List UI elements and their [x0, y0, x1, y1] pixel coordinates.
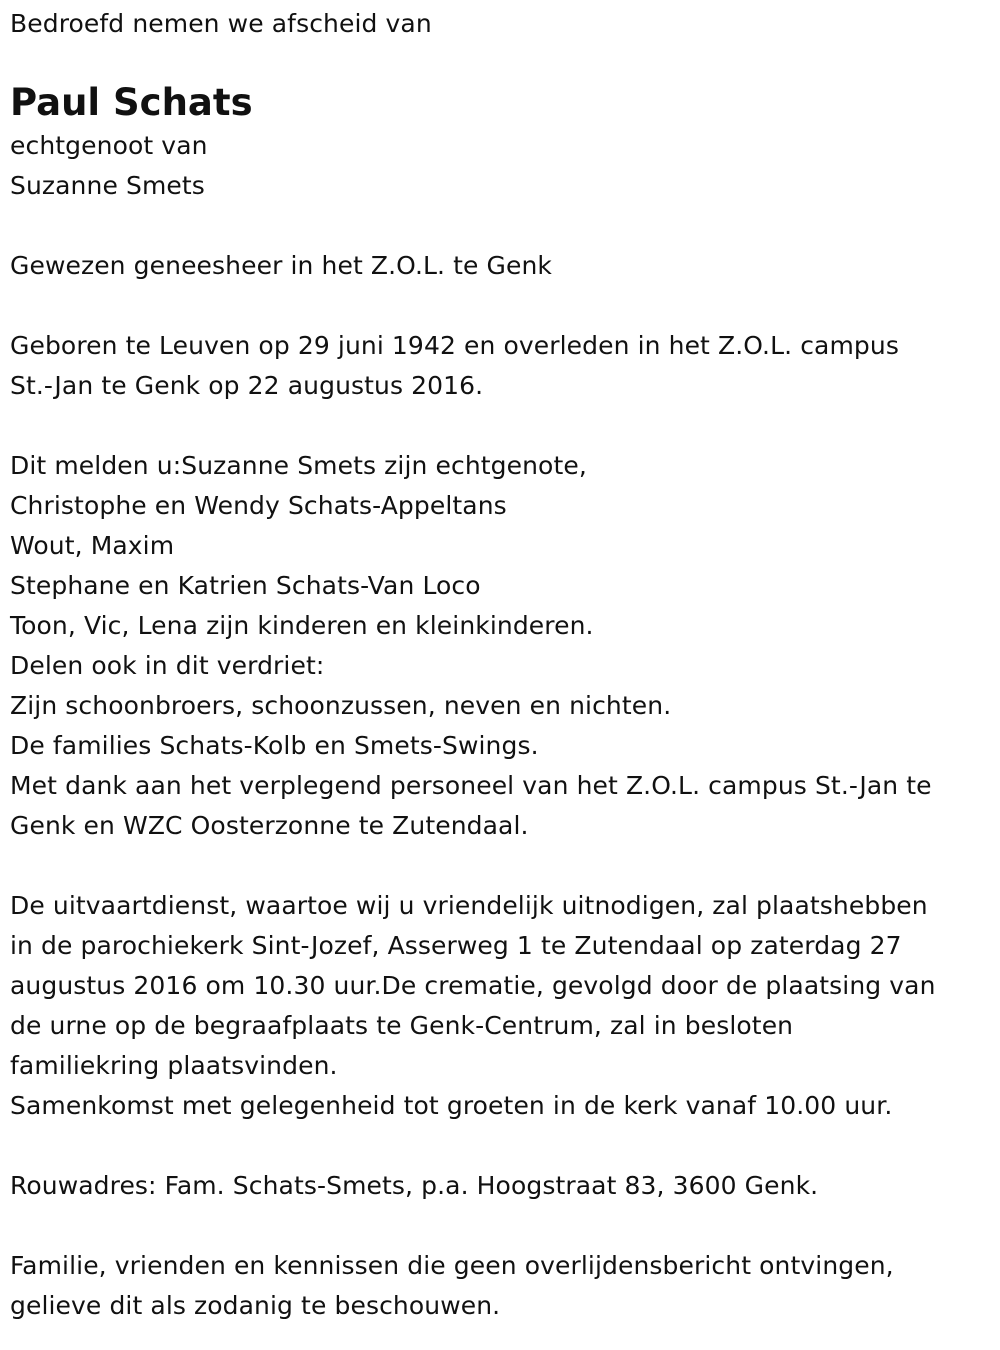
paragraph-line: familiekring plaatsvinden. [10, 1051, 338, 1080]
spouse-label: echtgenoot van [10, 131, 208, 160]
paragraph-line: Dit melden u:Suzanne Smets zijn echtgenote, [10, 451, 587, 480]
occupation-text: Gewezen geneesheer in het Z.O.L. te Genk [10, 251, 553, 280]
spacer [10, 286, 990, 326]
paragraph-line: Met dank aan het verplegend personeel van het Z.O.L. campus St.-Jan te [10, 771, 932, 800]
mourning-address: Rouwadres: Fam. Schats-Smets, p.a. Hoogstraat 83, 3600 Genk. [10, 1171, 819, 1200]
family-paragraph [10, 446, 990, 846]
paragraph-line: de urne op de begraafplaats te Genk-Centrum, zal in besloten [10, 1011, 794, 1040]
paragraph-line: Toon, Vic, Lena zijn kinderen en kleinkinderen. [10, 611, 594, 640]
paragraph-line: Christophe en Wendy Schats-Appeltans [10, 491, 507, 520]
paragraph-line: Genk en WZC Oosterzonne te Zutendaal. [10, 811, 529, 840]
paragraph-line: Stephane en Katrien Schats-Van Loco [10, 571, 481, 600]
paragraph-line: Wout, Maxim [10, 531, 175, 560]
paragraph-line: Familie, vrienden en kennissen die geen overlijdensbericht ontvingen, [10, 1251, 894, 1280]
intro-text: Bedroefd nemen we afscheid van [10, 9, 432, 38]
spacer [10, 406, 990, 446]
paragraph-line: in de parochiekerk Sint-Jozef, Asserweg 1 te Zutendaal op zaterdag 27 [10, 931, 902, 960]
paragraph-line: Geboren te Leuven op 29 juni 1942 en overleden in het Z.O.L. campus [10, 331, 899, 360]
paragraph-line: St.-Jan te Genk op 22 augustus 2016. [10, 371, 484, 400]
paragraph-line: Zijn schoonbroers, schoonzussen, neven en nichten. [10, 691, 672, 720]
spouse-name: Suzanne Smets [10, 171, 205, 200]
spacer [10, 1126, 990, 1166]
service-paragraph [10, 886, 990, 1126]
birth-death-paragraph [10, 326, 990, 406]
spacer [10, 206, 990, 246]
paragraph-line: augustus 2016 om 10.30 uur.De crematie, gevolgd door de plaatsing van [10, 971, 936, 1000]
paragraph-line: Samenkomst met gelegenheid tot groeten in de kerk vanaf 10.00 uur. [10, 1091, 893, 1120]
paragraph-line: De uitvaartdienst, waartoe wij u vriendelijk uitnodigen, zal plaatshebben [10, 891, 928, 920]
paragraph-line: gelieve dit als zodanig te beschouwen. [10, 1291, 501, 1320]
spacer [10, 846, 990, 886]
deceased-name: Paul Schats [10, 81, 253, 124]
paragraph-line: Delen ook in dit verdriet: [10, 651, 325, 680]
spacer [10, 1206, 990, 1246]
paragraph-line: De families Schats-Kolb en Smets-Swings. [10, 731, 539, 760]
closing-paragraph [10, 1246, 990, 1326]
